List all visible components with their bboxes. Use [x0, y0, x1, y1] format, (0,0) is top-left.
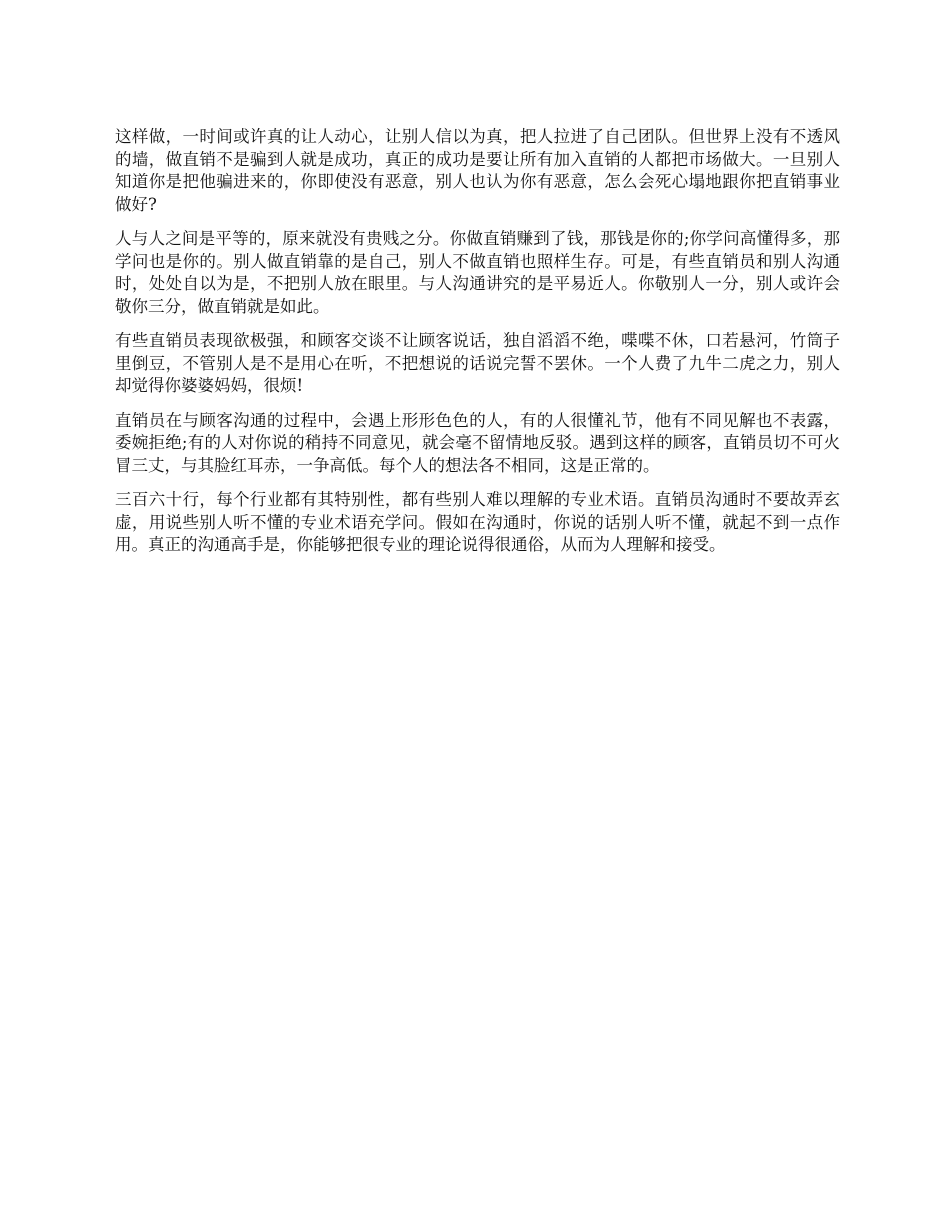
paragraph-3: 有些直销员表现欲极强，和顾客交谈不让顾客说话，独自滔滔不绝，喋喋不休，口若悬河，竹筒子里倒豆，不管别人是不是用心在听，不把想说的话说完誓不罢休。一个人费了九牛二虎之力，别人却觉得你婆婆妈妈，很烦! — [115, 331, 840, 395]
document-body — [115, 126, 840, 569]
paragraph-5: 三百六十行，每个行业都有其特别性，都有些别人难以理解的专业术语。直销员沟通时不要故弄玄虚，用说些别人听不懂的专业术语充学问。假如在沟通时，你说的话别人听不懂，就起不到一点作用。真正的沟通高手是，你能够把很专业的理论说得很通俗，从而为人理解和接受。 — [115, 490, 840, 554]
paragraph-1: 这样做，一时间或许真的让人动心，让别人信以为真，把人拉进了自己团队。但世界上没有不透风的墙，做直销不是骗到人就是成功，真正的成功是要让所有加入直销的人都把市场做大。一旦别人知道你是把他骗进来的，你即使没有恶意，别人也认为你有恶意，怎么会死心塌地跟你把直销事业做好? — [115, 127, 840, 214]
paragraph-4: 直销员在与顾客沟通的过程中，会遇上形形色色的人，有的人很懂礼节，他有不同见解也不表露，委婉拒绝;有的人对你说的稍持不同意见，就会毫不留情地反驳。遇到这样的顾客，直销员切不可火冒三丈，与其脸红耳赤，一争高低。每个人的想法各不相同，这是正常的。 — [115, 410, 840, 475]
paragraph-2: 人与人之间是平等的，原来就没有贵贱之分。你做直销赚到了钱，那钱是你的;你学问高懂得多，那学问也是你的。别人做直销靠的是自己，别人不做直销也照样生存。可是，有些直销员和别人沟通时，处处自以为是，不把别人放在眼里。与人沟通讲究的是平易近人。你敬别人一分，别人或许会敬你三分，做直销就是如此。 — [115, 229, 840, 316]
